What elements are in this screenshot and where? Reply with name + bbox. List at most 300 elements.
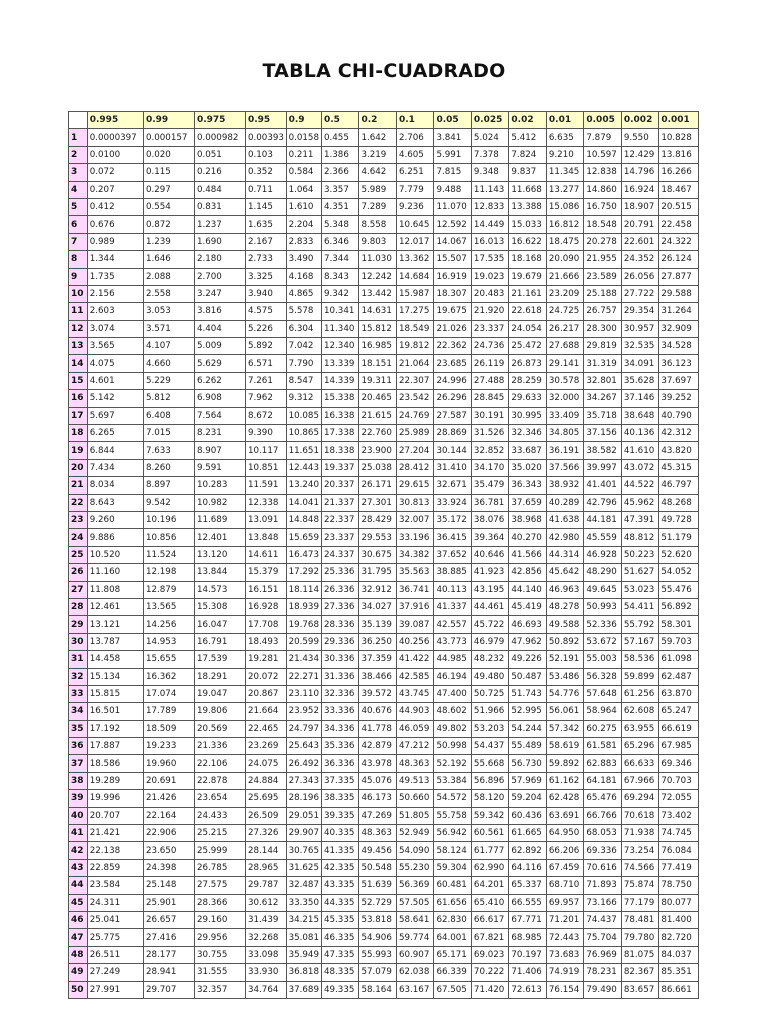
degrees-of-freedom-cell: 49 (69, 964, 88, 981)
critical-value-cell: 62.892 (509, 842, 546, 859)
degrees-of-freedom-cell: 23 (69, 511, 88, 528)
critical-value-cell: 16.919 (434, 268, 471, 285)
critical-value-cell: 0.989 (87, 233, 143, 250)
critical-value-cell: 24.398 (143, 859, 194, 876)
critical-value-cell: 3.247 (194, 285, 245, 302)
degrees-of-freedom-cell: 36 (69, 738, 88, 755)
critical-value-cell: 19.289 (87, 772, 143, 789)
critical-value-cell: 7.042 (286, 338, 321, 355)
critical-value-cell: 65.410 (471, 894, 508, 911)
critical-value-cell: 7.378 (471, 146, 508, 163)
critical-value-cell: 50.548 (359, 859, 396, 876)
critical-value-cell: 0.216 (194, 164, 245, 181)
degrees-of-freedom-cell: 29 (69, 616, 88, 633)
critical-value-cell: 0.352 (245, 164, 286, 181)
critical-value-cell: 57.167 (621, 633, 658, 650)
critical-value-cell: 20.691 (143, 772, 194, 789)
critical-value-cell: 28.259 (509, 372, 546, 389)
critical-value-cell: 62.990 (471, 859, 508, 876)
critical-value-cell: 56.369 (396, 877, 433, 894)
critical-value-cell: 0.051 (194, 146, 245, 163)
critical-value-cell: 8.547 (286, 372, 321, 389)
critical-value-cell: 11.651 (286, 442, 321, 459)
critical-value-cell: 2.558 (143, 285, 194, 302)
critical-value-cell: 13.339 (321, 355, 358, 372)
critical-value-cell: 0.484 (194, 181, 245, 198)
critical-value-cell: 59.342 (471, 807, 508, 824)
degrees-of-freedom-cell: 9 (69, 268, 88, 285)
critical-value-cell: 35.336 (321, 738, 358, 755)
critical-value-cell: 24.884 (245, 772, 286, 789)
critical-value-cell: 1.145 (245, 198, 286, 215)
critical-value-cell: 33.196 (396, 529, 433, 546)
critical-value-cell: 10.283 (194, 477, 245, 494)
critical-value-cell: 8.558 (359, 216, 396, 233)
table-row (69, 390, 699, 407)
critical-value-cell: 48.812 (621, 529, 658, 546)
critical-value-cell: 4.351 (321, 198, 358, 215)
critical-value-cell: 30.336 (321, 651, 358, 668)
critical-value-cell: 49.335 (321, 981, 358, 998)
critical-value-cell: 0.412 (87, 198, 143, 215)
critical-value-cell: 28.941 (143, 964, 194, 981)
critical-value-cell: 84.037 (659, 946, 699, 963)
critical-value-cell: 7.790 (286, 355, 321, 372)
critical-value-cell: 55.230 (396, 859, 433, 876)
critical-value-cell: 1.642 (359, 129, 396, 146)
critical-value-cell: 11.160 (87, 564, 143, 581)
critical-value-cell: 37.156 (584, 425, 621, 442)
critical-value-cell: 31.336 (321, 668, 358, 685)
critical-value-cell: 9.348 (471, 164, 508, 181)
critical-value-cell: 38.466 (359, 668, 396, 685)
critical-value-cell: 26.336 (321, 581, 358, 598)
column-header: 0.025 (471, 112, 508, 129)
table-row (69, 251, 699, 268)
critical-value-cell: 37.652 (434, 546, 471, 563)
critical-value-cell: 33.336 (321, 703, 358, 720)
table-row (69, 668, 699, 685)
critical-value-cell: 32.912 (359, 581, 396, 598)
critical-value-cell: 15.308 (194, 598, 245, 615)
table-row (69, 129, 699, 146)
critical-value-cell: 66.339 (434, 964, 471, 981)
critical-value-cell: 16.266 (659, 164, 699, 181)
degrees-of-freedom-cell: 19 (69, 442, 88, 459)
critical-value-cell: 13.388 (509, 198, 546, 215)
critical-value-cell: 17.535 (471, 251, 508, 268)
table-row (69, 825, 699, 842)
critical-value-cell: 14.953 (143, 633, 194, 650)
critical-value-cell: 23.337 (471, 320, 508, 337)
critical-value-cell: 18.307 (434, 285, 471, 302)
critical-value-cell: 5.229 (143, 372, 194, 389)
critical-value-cell: 23.650 (143, 842, 194, 859)
critical-value-cell: 72.443 (546, 929, 583, 946)
critical-value-cell: 60.275 (584, 720, 621, 737)
critical-value-cell: 19.023 (471, 268, 508, 285)
critical-value-cell: 52.995 (509, 703, 546, 720)
critical-value-cell: 15.086 (546, 198, 583, 215)
critical-value-cell: 57.648 (584, 685, 621, 702)
critical-value-cell: 6.408 (143, 407, 194, 424)
critical-value-cell: 0.831 (194, 198, 245, 215)
critical-value-cell: 43.978 (359, 755, 396, 772)
critical-value-cell: 1.735 (87, 268, 143, 285)
degrees-of-freedom-cell: 3 (69, 164, 88, 181)
critical-value-cell: 59.204 (509, 790, 546, 807)
critical-value-cell: 29.707 (143, 981, 194, 998)
critical-value-cell: 38.932 (546, 477, 583, 494)
critical-value-cell: 40.256 (396, 633, 433, 650)
critical-value-cell: 63.955 (621, 720, 658, 737)
critical-value-cell: 4.107 (143, 338, 194, 355)
critical-value-cell: 21.337 (321, 494, 358, 511)
critical-value-cell: 2.156 (87, 285, 143, 302)
critical-value-cell: 20.867 (245, 685, 286, 702)
critical-value-cell: 70.703 (659, 772, 699, 789)
critical-value-cell: 18.151 (359, 355, 396, 372)
critical-value-cell: 29.336 (321, 633, 358, 650)
critical-value-cell: 1.646 (143, 251, 194, 268)
critical-value-cell: 19.996 (87, 790, 143, 807)
degrees-of-freedom-cell: 43 (69, 859, 88, 876)
critical-value-cell: 62.428 (546, 790, 583, 807)
critical-value-cell: 29.051 (286, 807, 321, 824)
critical-value-cell: 21.426 (143, 790, 194, 807)
critical-value-cell: 5.348 (321, 216, 358, 233)
critical-value-cell: 73.166 (584, 894, 621, 911)
critical-value-cell: 49.456 (359, 842, 396, 859)
critical-value-cell: 54.090 (396, 842, 433, 859)
critical-value-cell: 67.505 (434, 981, 471, 998)
critical-value-cell: 33.409 (546, 407, 583, 424)
critical-value-cell: 23.542 (396, 390, 433, 407)
critical-value-cell: 7.824 (509, 146, 546, 163)
critical-value-cell: 54.906 (359, 929, 396, 946)
critical-value-cell: 56.328 (584, 668, 621, 685)
critical-value-cell: 29.141 (546, 355, 583, 372)
critical-value-cell: 44.903 (396, 703, 433, 720)
column-header: 0.975 (194, 112, 245, 129)
critical-value-cell: 16.473 (286, 546, 321, 563)
degrees-of-freedom-cell: 34 (69, 703, 88, 720)
table-row (69, 929, 699, 946)
critical-value-cell: 20.465 (359, 390, 396, 407)
critical-value-cell: 27.343 (286, 772, 321, 789)
critical-value-cell: 13.844 (194, 564, 245, 581)
degrees-of-freedom-cell: 8 (69, 251, 88, 268)
critical-value-cell: 27.575 (194, 877, 245, 894)
critical-value-cell: 26.509 (245, 807, 286, 824)
degrees-of-freedom-cell: 31 (69, 651, 88, 668)
table-row (69, 198, 699, 215)
critical-value-cell: 15.379 (245, 564, 286, 581)
critical-value-cell: 16.750 (584, 198, 621, 215)
critical-value-cell: 49.480 (471, 668, 508, 685)
critical-value-cell: 21.064 (396, 355, 433, 372)
critical-value-cell: 16.812 (546, 216, 583, 233)
critical-value-cell: 65.171 (434, 946, 471, 963)
critical-value-cell: 7.879 (584, 129, 621, 146)
critical-value-cell: 34.805 (546, 425, 583, 442)
critical-value-cell: 13.787 (87, 633, 143, 650)
critical-value-cell: 0.0158 (286, 129, 321, 146)
critical-value-cell: 5.892 (245, 338, 286, 355)
critical-value-cell: 17.074 (143, 685, 194, 702)
column-header: 0.05 (434, 112, 471, 129)
critical-value-cell: 25.989 (396, 425, 433, 442)
critical-value-cell: 9.260 (87, 511, 143, 528)
critical-value-cell: 18.475 (546, 233, 583, 250)
critical-value-cell: 16.924 (621, 181, 658, 198)
critical-value-cell: 77.419 (659, 859, 699, 876)
degrees-of-freedom-cell: 20 (69, 459, 88, 476)
table-row (69, 425, 699, 442)
critical-value-cell: 9.210 (546, 146, 583, 163)
critical-value-cell: 65.296 (621, 738, 658, 755)
critical-value-cell: 55.668 (471, 755, 508, 772)
critical-value-cell: 73.402 (659, 807, 699, 824)
critical-value-cell: 19.768 (286, 616, 321, 633)
critical-value-cell: 47.391 (621, 511, 658, 528)
critical-value-cell: 43.745 (396, 685, 433, 702)
critical-value-cell: 41.778 (359, 720, 396, 737)
critical-value-cell: 23.584 (87, 877, 143, 894)
critical-value-cell: 16.985 (359, 338, 396, 355)
critical-value-cell: 7.564 (194, 407, 245, 424)
chi-square-table-container (68, 111, 699, 995)
critical-value-cell: 27.336 (321, 598, 358, 615)
critical-value-cell: 20.090 (546, 251, 583, 268)
critical-value-cell: 28.177 (143, 946, 194, 963)
table-row (69, 877, 699, 894)
critical-value-cell: 42.557 (434, 616, 471, 633)
critical-value-cell: 42.585 (396, 668, 433, 685)
table-row (69, 338, 699, 355)
critical-value-cell: 36.781 (471, 494, 508, 511)
critical-value-cell: 12.838 (584, 164, 621, 181)
critical-value-cell: 49.728 (659, 511, 699, 528)
critical-value-cell: 67.459 (546, 859, 583, 876)
critical-value-cell: 54.572 (434, 790, 471, 807)
critical-value-cell: 75.874 (621, 877, 658, 894)
critical-value-cell: 29.819 (584, 338, 621, 355)
critical-value-cell: 30.144 (434, 442, 471, 459)
degrees-of-freedom-cell: 2 (69, 146, 88, 163)
critical-value-cell: 27.587 (434, 407, 471, 424)
critical-value-cell: 17.292 (286, 564, 321, 581)
critical-value-cell: 37.566 (546, 459, 583, 476)
critical-value-cell: 27.722 (621, 285, 658, 302)
critical-value-cell: 70.618 (621, 807, 658, 824)
critical-value-cell: 25.643 (286, 738, 321, 755)
critical-value-cell: 27.991 (87, 981, 143, 998)
critical-value-cell: 29.633 (509, 390, 546, 407)
critical-value-cell: 0.0000397 (87, 129, 143, 146)
critical-value-cell: 6.262 (194, 372, 245, 389)
degrees-of-freedom-cell: 24 (69, 529, 88, 546)
critical-value-cell: 41.335 (321, 842, 358, 859)
critical-value-cell: 18.509 (143, 720, 194, 737)
critical-value-cell: 10.597 (584, 146, 621, 163)
critical-value-cell: 30.191 (471, 407, 508, 424)
critical-value-cell: 54.244 (509, 720, 546, 737)
critical-value-cell: 34.267 (584, 390, 621, 407)
critical-value-cell: 67.771 (509, 911, 546, 928)
critical-value-cell: 13.848 (245, 529, 286, 546)
critical-value-cell: 13.240 (286, 477, 321, 494)
critical-value-cell: 55.792 (621, 616, 658, 633)
critical-value-cell: 25.215 (194, 825, 245, 842)
critical-value-cell: 14.796 (621, 164, 658, 181)
critical-value-cell: 60.481 (434, 877, 471, 894)
critical-value-cell: 17.338 (321, 425, 358, 442)
critical-value-cell: 46.059 (396, 720, 433, 737)
critical-value-cell: 16.013 (471, 233, 508, 250)
table-row (69, 477, 699, 494)
critical-value-cell: 14.573 (194, 581, 245, 598)
critical-value-cell: 58.641 (396, 911, 433, 928)
table-row (69, 529, 699, 546)
critical-value-cell: 18.114 (286, 581, 321, 598)
critical-value-cell: 6.908 (194, 390, 245, 407)
critical-value-cell: 45.076 (359, 772, 396, 789)
degrees-of-freedom-cell: 42 (69, 842, 88, 859)
degrees-of-freedom-cell: 33 (69, 685, 88, 702)
critical-value-cell: 41.566 (509, 546, 546, 563)
critical-value-cell: 7.633 (143, 442, 194, 459)
critical-value-cell: 85.351 (659, 964, 699, 981)
critical-value-cell: 36.741 (396, 581, 433, 598)
critical-value-cell: 4.404 (194, 320, 245, 337)
critical-value-cell: 1.064 (286, 181, 321, 198)
critical-value-cell: 41.610 (621, 442, 658, 459)
critical-value-cell: 19.281 (245, 651, 286, 668)
critical-value-cell: 11.345 (546, 164, 583, 181)
critical-value-cell: 51.179 (659, 529, 699, 546)
critical-value-cell: 42.312 (659, 425, 699, 442)
column-header: 0.005 (584, 112, 621, 129)
degrees-of-freedom-cell: 16 (69, 390, 88, 407)
critical-value-cell: 20.599 (286, 633, 321, 650)
critical-value-cell: 72.055 (659, 790, 699, 807)
critical-value-cell: 10.851 (245, 459, 286, 476)
critical-value-cell: 14.449 (471, 216, 508, 233)
critical-value-cell: 15.655 (143, 651, 194, 668)
critical-value-cell: 43.773 (434, 633, 471, 650)
critical-value-cell: 81.075 (621, 946, 658, 963)
critical-value-cell: 25.041 (87, 911, 143, 928)
degrees-of-freedom-cell: 1 (69, 129, 88, 146)
critical-value-cell: 6.251 (396, 164, 433, 181)
critical-value-cell: 2.088 (143, 268, 194, 285)
critical-value-cell: 30.995 (509, 407, 546, 424)
critical-value-cell: 15.033 (509, 216, 546, 233)
critical-value-cell: 19.675 (434, 303, 471, 320)
critical-value-cell: 19.679 (509, 268, 546, 285)
table-row (69, 164, 699, 181)
critical-value-cell: 0.207 (87, 181, 143, 198)
degrees-of-freedom-cell: 47 (69, 929, 88, 946)
critical-value-cell: 44.314 (546, 546, 583, 563)
critical-value-cell: 54.411 (621, 598, 658, 615)
critical-value-cell: 10.341 (321, 303, 358, 320)
table-row (69, 407, 699, 424)
critical-value-cell: 56.896 (471, 772, 508, 789)
critical-value-cell: 19.311 (359, 372, 396, 389)
critical-value-cell: 24.433 (194, 807, 245, 824)
degrees-of-freedom-cell: 44 (69, 877, 88, 894)
critical-value-cell: 48.363 (396, 755, 433, 772)
critical-value-cell: 32.007 (396, 511, 433, 528)
critical-value-cell: 17.539 (194, 651, 245, 668)
critical-value-cell: 3.074 (87, 320, 143, 337)
critical-value-cell: 36.191 (546, 442, 583, 459)
critical-value-cell: 42.796 (584, 494, 621, 511)
critical-value-cell: 28.196 (286, 790, 321, 807)
critical-value-cell: 21.161 (509, 285, 546, 302)
critical-value-cell: 11.808 (87, 581, 143, 598)
critical-value-cell: 75.704 (584, 929, 621, 946)
critical-value-cell: 0.0100 (87, 146, 143, 163)
critical-value-cell: 67.985 (659, 738, 699, 755)
critical-value-cell: 57.505 (396, 894, 433, 911)
critical-value-cell: 7.434 (87, 459, 143, 476)
critical-value-cell: 34.764 (245, 981, 286, 998)
critical-value-cell: 69.346 (659, 755, 699, 772)
critical-value-cell: 21.920 (471, 303, 508, 320)
critical-value-cell: 30.578 (546, 372, 583, 389)
critical-value-cell: 61.162 (546, 772, 583, 789)
critical-value-cell: 48.232 (471, 651, 508, 668)
degrees-of-freedom-cell: 14 (69, 355, 88, 372)
critical-value-cell: 49.802 (434, 720, 471, 737)
critical-value-cell: 61.098 (659, 651, 699, 668)
critical-value-cell: 37.146 (621, 390, 658, 407)
critical-value-cell: 34.027 (359, 598, 396, 615)
critical-value-cell: 62.487 (659, 668, 699, 685)
table-row (69, 564, 699, 581)
critical-value-cell: 14.339 (321, 372, 358, 389)
critical-value-cell: 26.873 (509, 355, 546, 372)
table-row (69, 442, 699, 459)
critical-value-cell: 8.343 (321, 268, 358, 285)
critical-value-cell: 0.00393 (245, 129, 286, 146)
critical-value-cell: 20.337 (321, 477, 358, 494)
table-row (69, 216, 699, 233)
critical-value-cell: 5.989 (359, 181, 396, 198)
critical-value-cell: 6.844 (87, 442, 143, 459)
critical-value-cell: 1.344 (87, 251, 143, 268)
critical-value-cell: 11.030 (359, 251, 396, 268)
critical-value-cell: 86.661 (659, 981, 699, 998)
degrees-of-freedom-cell: 28 (69, 598, 88, 615)
table-row (69, 372, 699, 389)
critical-value-cell: 29.160 (194, 911, 245, 928)
critical-value-cell: 57.969 (509, 772, 546, 789)
critical-value-cell: 45.335 (321, 911, 358, 928)
critical-value-cell: 42.856 (509, 564, 546, 581)
critical-value-cell: 39.087 (396, 616, 433, 633)
critical-value-cell: 72.613 (509, 981, 546, 998)
critical-value-cell: 70.197 (509, 946, 546, 963)
critical-value-cell: 25.695 (245, 790, 286, 807)
critical-value-cell: 24.352 (621, 251, 658, 268)
critical-value-cell: 32.671 (434, 477, 471, 494)
degrees-of-freedom-cell: 10 (69, 285, 88, 302)
critical-value-cell: 13.442 (359, 285, 396, 302)
